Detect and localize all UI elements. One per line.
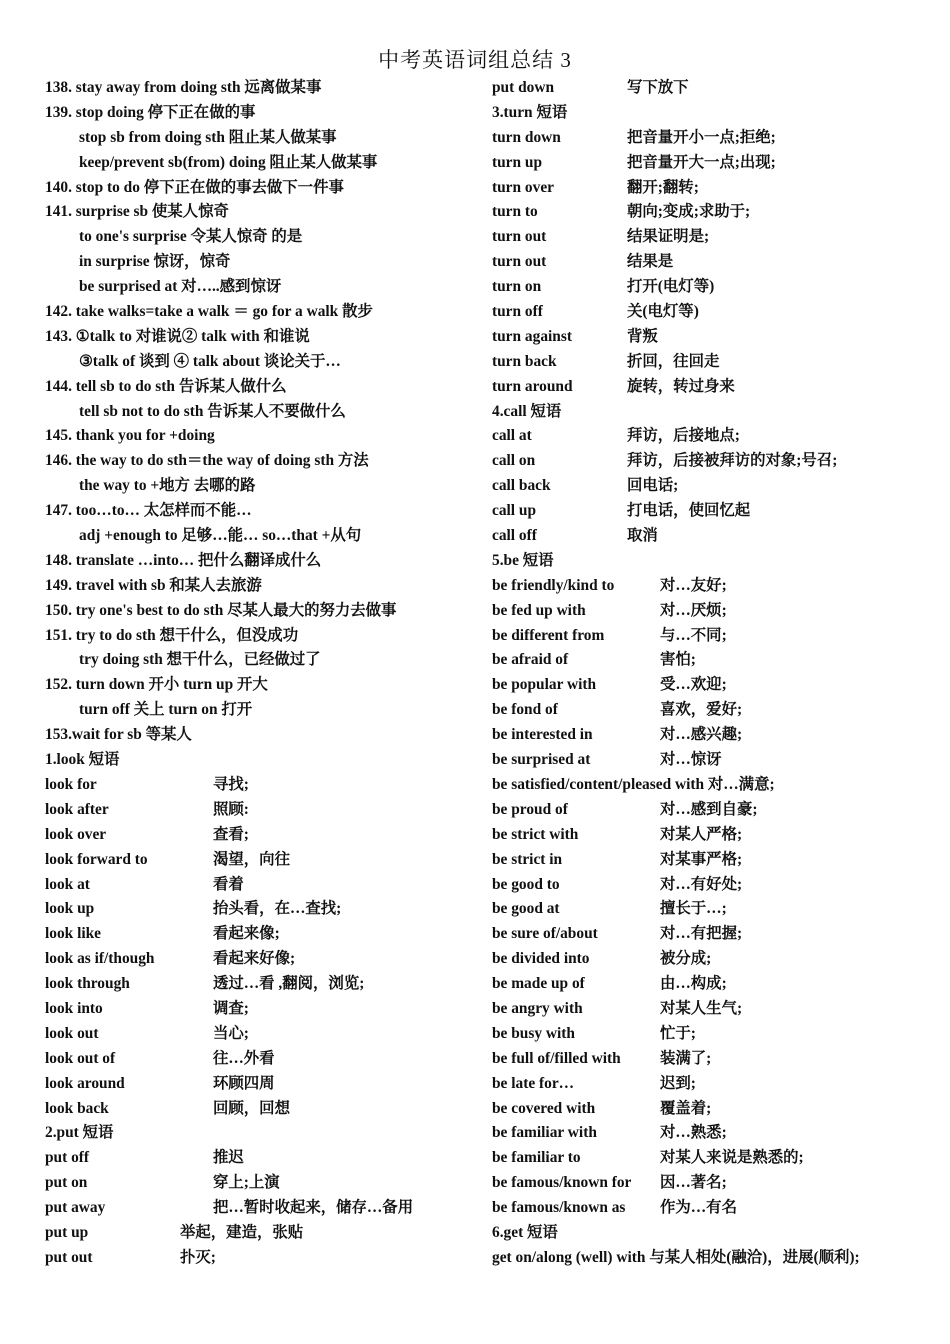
- entry-text: adj +enough to 足够…能… so…that +从句: [79, 527, 362, 545]
- phrase-entry: [45, 1097, 480, 1122]
- phrase-entry: [45, 773, 480, 798]
- phrase-entry: [492, 524, 932, 549]
- phrase-entry: [45, 823, 480, 848]
- phrase-english: call at: [492, 427, 532, 445]
- phrase-english: turn around: [492, 377, 573, 395]
- phrase-entry: [492, 1072, 932, 1097]
- entry-text: 150. try one's best to do sth 尽某人最大的努力去做事: [45, 601, 397, 619]
- phrase-english: be good to: [492, 875, 560, 893]
- phrase-english: put on: [45, 1174, 88, 1192]
- phrase-english: put down: [492, 79, 555, 96]
- phrase-entry: [45, 897, 480, 922]
- phrase-entry: [45, 524, 480, 549]
- phrase-entry: [492, 947, 932, 972]
- phrase-meaning: 回电话;: [627, 477, 679, 495]
- phrase-entry: [45, 1246, 480, 1271]
- phrase-entry: [45, 325, 480, 350]
- phrase-meaning: 旋转，转过身来: [627, 377, 735, 395]
- phrase-english: look out: [45, 1024, 99, 1042]
- phrase-entry: [45, 499, 480, 524]
- phrase-meaning: 翻开;翻转;: [627, 178, 699, 196]
- phrase-meaning: 写下放下: [627, 79, 689, 96]
- phrase-entry: [45, 972, 480, 997]
- phrase-english: be popular with: [492, 676, 597, 694]
- entry-text: 4.call 短语: [492, 402, 562, 420]
- phrase-entry: [492, 1221, 932, 1246]
- phrase-english: look like: [45, 925, 102, 943]
- phrase-entry: [492, 474, 932, 499]
- phrase-entry: [45, 873, 480, 898]
- phrase-entry: [492, 375, 932, 400]
- phrase-english: be fond of: [492, 701, 558, 719]
- phrase-english: put up: [45, 1223, 89, 1241]
- phrase-english: put away: [45, 1199, 106, 1217]
- phrase-entry: [492, 101, 932, 126]
- phrase-meaning: 往…外看: [213, 1049, 275, 1067]
- phrase-entry: [45, 424, 480, 449]
- phrase-english: turn on: [492, 278, 542, 296]
- phrase-entry: [492, 848, 932, 873]
- phrase-entry: [45, 275, 480, 300]
- phrase-english: look after: [45, 800, 109, 818]
- phrase-entry: [492, 176, 932, 201]
- phrase-meaning: 当心;: [213, 1024, 249, 1042]
- phrase-entry: [492, 723, 932, 748]
- phrase-entry: [45, 176, 480, 201]
- entry-text: be satisfied/content/pleased with 对…满意;: [492, 775, 775, 793]
- phrase-entry: [492, 922, 932, 947]
- entry-text: 149. travel with sb 和某人去旅游: [45, 576, 262, 594]
- phrase-entry: [45, 76, 480, 101]
- phrase-entry: [45, 375, 480, 400]
- phrase-entry: [492, 350, 932, 375]
- phrase-entry: [492, 599, 932, 624]
- right-column: [492, 76, 932, 1271]
- phrase-entry: [45, 1196, 480, 1221]
- phrase-english: turn up: [492, 153, 543, 171]
- phrase-meaning: 对…厌烦;: [660, 601, 727, 619]
- phrase-entry: [492, 972, 932, 997]
- phrase-english: call back: [492, 477, 551, 495]
- phrase-entry: [492, 1171, 932, 1196]
- phrase-english: be angry with: [492, 999, 583, 1017]
- entry-text: 6.get 短语: [492, 1223, 558, 1241]
- phrase-english: be covered with: [492, 1099, 596, 1117]
- phrase-meaning: 覆盖着;: [660, 1099, 712, 1117]
- phrase-entry: [492, 275, 932, 300]
- entry-text: 143. ①talk to 对谁说② talk with 和谁说: [45, 327, 310, 345]
- phrase-entry: [45, 126, 480, 151]
- phrase-entry: [45, 1121, 480, 1146]
- phrase-entry: [45, 250, 480, 275]
- phrase-entry: [492, 1121, 932, 1146]
- phrase-english: call on: [492, 452, 536, 470]
- phrase-english: look out of: [45, 1049, 116, 1067]
- phrase-entry: [492, 225, 932, 250]
- phrase-entry: [45, 648, 480, 673]
- phrase-meaning: 结果证明是;: [627, 228, 710, 246]
- document-title: 中考英语词组总结 3: [378, 48, 572, 72]
- phrase-entry: [45, 1146, 480, 1171]
- entry-text: to one's surprise 令某人惊奇 的是: [79, 228, 303, 246]
- phrase-meaning: 受…欢迎;: [660, 676, 727, 694]
- phrase-entry: [45, 1047, 480, 1072]
- phrase-meaning: 害怕;: [660, 651, 696, 669]
- phrase-entry: [45, 151, 480, 176]
- entry-text: in surprise 惊讶，惊奇: [79, 253, 231, 271]
- phrase-english: call off: [492, 527, 537, 545]
- phrase-english: look up: [45, 900, 95, 918]
- phrase-meaning: 对…熟悉;: [660, 1124, 727, 1142]
- phrase-meaning: 对某人来说是熟悉的;: [660, 1149, 804, 1167]
- phrase-meaning: 抬头看，在…查找;: [213, 900, 342, 918]
- phrase-english: be fed up with: [492, 601, 586, 619]
- phrase-english: be strict in: [492, 850, 563, 868]
- phrase-english: look as if/though: [45, 950, 155, 968]
- phrase-entry: [45, 400, 480, 425]
- phrase-entry: [492, 424, 932, 449]
- phrase-meaning: 对某人生气;: [660, 999, 743, 1017]
- phrase-english: be made up of: [492, 975, 585, 993]
- entry-text: 146. the way to do sth＝the way of doing sth 方法: [45, 452, 369, 470]
- phrase-entry: [492, 648, 932, 673]
- entry-text: 153.wait for sb 等某人: [45, 726, 192, 744]
- phrase-english: put off: [45, 1149, 90, 1167]
- phrase-entry: [492, 151, 932, 176]
- entry-text: ③talk of 谈到 ④ talk about 谈论关于…: [79, 352, 341, 370]
- phrase-entry: [492, 574, 932, 599]
- phrase-english: be sure of/about: [492, 925, 598, 943]
- entry-text: 2.put 短语: [45, 1124, 114, 1142]
- phrase-entry: [45, 997, 480, 1022]
- phrase-english: be famous/known as: [492, 1199, 626, 1217]
- phrase-entry: [492, 748, 932, 773]
- entry-text: be surprised at 对…..感到惊讶: [79, 278, 282, 296]
- phrase-entry: [492, 1246, 932, 1271]
- phrase-meaning: 喜欢，爱好;: [660, 701, 743, 719]
- phrase-meaning: 对某人严格;: [660, 825, 743, 843]
- phrase-meaning: 照顾:: [213, 800, 249, 818]
- phrase-english: turn off: [492, 303, 543, 321]
- phrase-meaning: 忙于;: [660, 1024, 696, 1042]
- phrase-english: be strict with: [492, 825, 579, 843]
- phrase-meaning: 关(电灯等): [627, 303, 699, 321]
- phrase-english: be late for…: [492, 1074, 575, 1092]
- phrase-entry: [45, 1072, 480, 1097]
- phrase-entry: [45, 624, 480, 649]
- entry-text: 151. try to do sth 想干什么，但没成功: [45, 626, 299, 644]
- phrase-entry: [45, 922, 480, 947]
- entry-text: tell sb not to do sth 告诉某人不要做什么: [79, 402, 346, 420]
- phrase-entry: [45, 798, 480, 823]
- phrase-english: turn back: [492, 352, 557, 370]
- phrase-english: look back: [45, 1099, 109, 1117]
- phrase-entry: [492, 673, 932, 698]
- phrase-entry: [45, 599, 480, 624]
- phrase-meaning: 把音量开大一点;出现;: [627, 153, 776, 171]
- phrase-english: look around: [45, 1074, 125, 1092]
- phrase-english: be full of/filled with: [492, 1049, 621, 1067]
- phrase-entry: [492, 499, 932, 524]
- phrase-entry: [492, 1097, 932, 1122]
- phrase-meaning: 看起来像;: [213, 925, 280, 943]
- phrase-meaning: 对…有好处;: [660, 875, 743, 893]
- phrase-meaning: 穿上;上演: [213, 1174, 280, 1192]
- left-column: [45, 76, 480, 1271]
- phrase-meaning: 看着: [213, 875, 244, 893]
- phrase-entry: [492, 897, 932, 922]
- entry-text: keep/prevent sb(from) doing 阻止某人做某事: [79, 153, 378, 171]
- phrase-entry: [45, 1221, 480, 1246]
- phrase-english: turn out: [492, 253, 547, 271]
- phrase-meaning: 折回，往回走: [627, 352, 720, 370]
- phrase-entry: [45, 449, 480, 474]
- phrase-entry: [45, 200, 480, 225]
- entry-text: stop sb from doing sth 阻止某人做某事: [79, 128, 337, 146]
- phrase-entry: [45, 225, 480, 250]
- phrase-entry: [45, 723, 480, 748]
- phrase-english: be familiar to: [492, 1149, 581, 1167]
- phrase-english: look at: [45, 875, 90, 893]
- phrase-entry: [45, 474, 480, 499]
- phrase-meaning: 与…不同;: [660, 626, 727, 644]
- phrase-meaning: 查看;: [213, 825, 249, 843]
- phrase-meaning: 拜访，后接地点;: [627, 427, 740, 445]
- phrase-entry: [492, 773, 932, 798]
- phrase-meaning: 透过…看 ,翻阅，浏览;: [213, 975, 365, 993]
- phrase-entry: [45, 574, 480, 599]
- phrase-meaning: 取消: [627, 527, 658, 545]
- phrase-english: look through: [45, 975, 130, 993]
- phrase-entry: [45, 947, 480, 972]
- phrase-english: be proud of: [492, 800, 568, 818]
- phrase-meaning: 看起来好像;: [213, 950, 296, 968]
- phrase-english: be interested in: [492, 726, 593, 744]
- phrase-meaning: 举起，建造，张贴: [180, 1223, 304, 1241]
- phrase-english: be divided into: [492, 950, 590, 968]
- phrase-meaning: 回顾，回想: [213, 1099, 290, 1117]
- phrase-meaning: 对…感到自豪;: [660, 800, 758, 818]
- phrase-english: be familiar with: [492, 1124, 597, 1142]
- phrase-entry: [45, 300, 480, 325]
- phrase-english: be good at: [492, 900, 560, 918]
- entry-text: 138. stay away from doing sth 远离做某事: [45, 79, 322, 96]
- phrase-english: be surprised at: [492, 751, 591, 769]
- entry-text: 3.turn 短语: [492, 103, 568, 121]
- phrase-entry: [492, 823, 932, 848]
- entry-text: 139. stop doing 停下正在做的事: [45, 103, 256, 121]
- phrase-meaning: 被分成;: [660, 950, 712, 968]
- phrase-english: turn down: [492, 128, 561, 146]
- phrase-entry: [492, 200, 932, 225]
- phrase-meaning: 背叛: [627, 327, 658, 345]
- phrase-meaning: 拜访，后接被拜访的对象;号召;: [627, 452, 838, 470]
- phrase-meaning: 对某事严格;: [660, 850, 743, 868]
- phrase-meaning: 扑灭;: [180, 1248, 216, 1266]
- phrase-entry: [492, 449, 932, 474]
- phrase-english: look forward to: [45, 850, 148, 868]
- phrase-meaning: 对…有把握;: [660, 925, 743, 943]
- phrase-english: turn against: [492, 327, 572, 345]
- phrase-entry: [45, 1171, 480, 1196]
- phrase-entry: [492, 1047, 932, 1072]
- phrase-english: be different from: [492, 626, 605, 644]
- phrase-meaning: 对…友好;: [660, 576, 727, 594]
- phrase-meaning: 装满了;: [660, 1049, 712, 1067]
- phrase-meaning: 推迟: [213, 1149, 244, 1167]
- phrase-english: be famous/known for: [492, 1174, 632, 1192]
- phrase-meaning: 打电话，使回忆起: [627, 502, 751, 520]
- entry-text: 141. surprise sb 使某人惊奇: [45, 203, 229, 221]
- phrase-meaning: 结果是: [627, 253, 674, 271]
- phrase-english: turn over: [492, 178, 554, 196]
- phrase-entry: [45, 673, 480, 698]
- phrase-entry: [492, 549, 932, 574]
- phrase-meaning: 对…感兴趣;: [660, 726, 743, 744]
- phrase-entry: [45, 848, 480, 873]
- entry-text: 144. tell sb to do sth 告诉某人做什么: [45, 377, 287, 395]
- phrase-entry: [492, 400, 932, 425]
- phrase-entry: [45, 698, 480, 723]
- phrase-meaning: 寻找;: [213, 775, 249, 793]
- phrase-english: turn to: [492, 203, 538, 221]
- phrase-meaning: 因…著名;: [660, 1174, 727, 1192]
- phrase-meaning: 由…构成;: [660, 975, 727, 993]
- entry-text: 142. take walks=take a walk ＝ go for a walk 散步: [45, 303, 373, 321]
- phrase-meaning: 朝向;变成;求助于;: [627, 203, 751, 221]
- phrase-english: look into: [45, 999, 103, 1017]
- phrase-entry: [45, 748, 480, 773]
- phrase-entry: [492, 250, 932, 275]
- phrase-english: look over: [45, 825, 107, 843]
- entry-text: 1.look 短语: [45, 751, 120, 769]
- phrase-entry: [492, 873, 932, 898]
- phrase-entry: [492, 76, 932, 101]
- phrase-meaning: 渴望，向往: [213, 850, 290, 868]
- phrase-meaning: 把音量开小一点;拒绝;: [627, 128, 776, 146]
- entry-text: get on/along (well) with 与某人相处(融洽)，进展(顺利);: [492, 1248, 860, 1266]
- entry-text: 152. turn down 开小 turn up 开大: [45, 676, 268, 694]
- phrase-entry: [492, 325, 932, 350]
- entry-text: try doing sth 想干什么，已经做过了: [79, 651, 321, 669]
- phrase-meaning: 擅长于…;: [660, 900, 727, 918]
- phrase-entry: [492, 1196, 932, 1221]
- entry-text: turn off 关上 turn on 打开: [79, 701, 253, 719]
- entry-text: the way to +地方 去哪的路: [79, 477, 256, 495]
- phrase-english: call up: [492, 502, 537, 520]
- phrase-entry: [45, 350, 480, 375]
- phrase-entry: [45, 549, 480, 574]
- phrase-entry: [45, 101, 480, 126]
- phrase-meaning: 环顾四周: [213, 1074, 275, 1092]
- phrase-entry: [492, 997, 932, 1022]
- entry-text: 147. too…to… 太怎样而不能…: [45, 502, 252, 520]
- phrase-english: put out: [45, 1248, 93, 1266]
- phrase-entry: [492, 698, 932, 723]
- phrase-meaning: 迟到;: [660, 1074, 696, 1092]
- phrase-english: be afraid of: [492, 651, 569, 669]
- phrase-english: look for: [45, 775, 97, 793]
- phrase-meaning: 调查;: [213, 999, 249, 1017]
- entry-text: 140. stop to do 停下正在做的事去做下一件事: [45, 178, 344, 196]
- entry-text: 148. translate …into… 把什么翻译成什么: [45, 551, 322, 569]
- entry-text: 5.be 短语: [492, 551, 554, 569]
- phrase-entry: [492, 300, 932, 325]
- phrase-entry: [492, 624, 932, 649]
- phrase-english: be friendly/kind to: [492, 576, 615, 594]
- phrase-meaning: 对…惊讶: [660, 751, 722, 769]
- phrase-meaning: 打开(电灯等): [627, 278, 715, 296]
- phrase-meaning: 作为…有名: [660, 1199, 737, 1217]
- phrase-english: turn out: [492, 228, 547, 246]
- entry-text: 145. thank you for +doing: [45, 427, 215, 445]
- phrase-entry: [492, 1146, 932, 1171]
- phrase-entry: [492, 126, 932, 151]
- phrase-entry: [45, 1022, 480, 1047]
- phrase-entry: [492, 1022, 932, 1047]
- phrase-english: be busy with: [492, 1024, 575, 1042]
- phrase-meaning: 把…暂时收起来，储存…备用: [213, 1199, 414, 1217]
- phrase-entry: [492, 798, 932, 823]
